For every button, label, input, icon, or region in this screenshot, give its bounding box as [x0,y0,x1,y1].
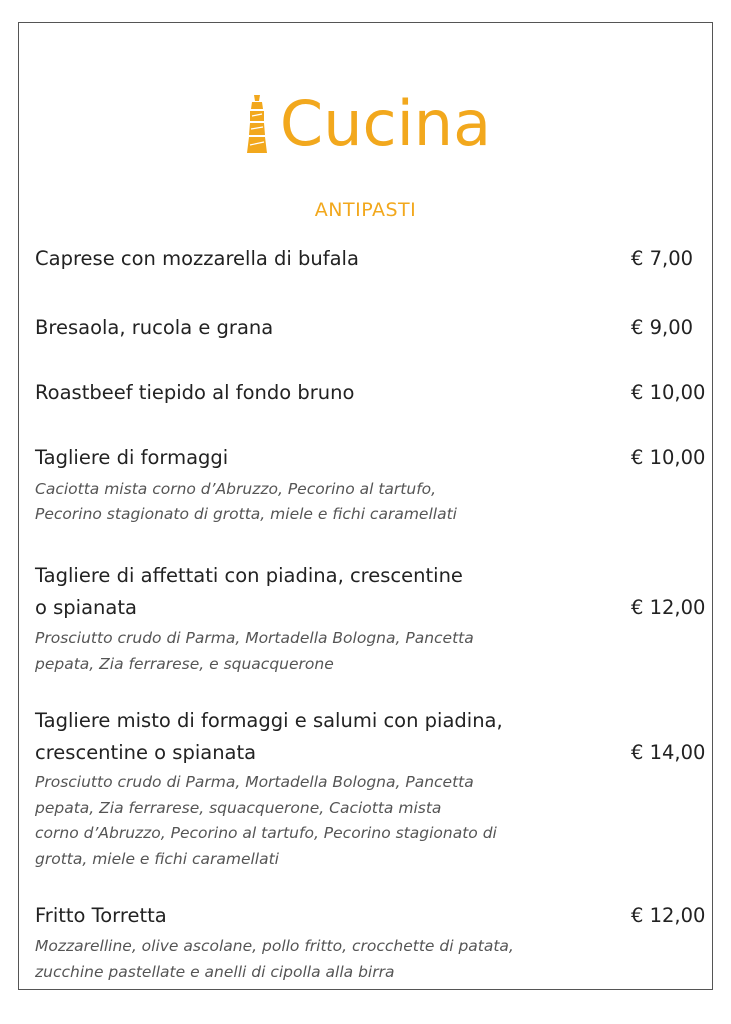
item-name: Caprese con mozzarella di bufala [35,247,359,270]
item-name: Fritto Torretta [35,904,167,927]
item-price: € 10,00 [631,381,706,404]
item-name: Tagliere di formaggi [35,446,229,469]
item-description: Prosciutto crudo di Parma, Mortadella Bologna, Pancetta [35,629,474,647]
item-name: crescentine o spianata [35,741,257,764]
item-description: Mozzarelline, olive ascolane, pollo fritto, crocchette di patata, [35,937,514,955]
menu-card [18,22,713,990]
item-price: € 10,00 [631,446,706,469]
item-price: € 12,00 [631,904,706,927]
item-description: pepata, Zia ferrarese, squacquerone, Caciotta mista [35,799,442,817]
tower-icon [240,93,274,155]
item-description: Pecorino stagionato di grotta, miele e fichi caramellati [35,505,457,523]
item-price: € 7,00 [631,247,694,270]
logo [19,87,712,183]
item-description: pepata, Zia ferrarese, e squacquerone [35,655,334,673]
item-description: Caciotta mista corno d’Abruzzo, Pecorino al tartufo, [35,480,437,498]
item-description: corno d’Abruzzo, Pecorino al tartufo, Pecorino stagionato di [35,824,497,842]
item-name: Roastbeef tiepido al fondo bruno [35,381,355,404]
item-name: Tagliere misto di formaggi e salumi con piadina, [35,709,503,732]
item-name: Bresaola, rucola e grana [35,316,274,339]
item-description: Prosciutto crudo di Parma, Mortadella Bologna, Pancetta [35,773,474,791]
item-name: o spianata [35,596,137,619]
brand-name: Cucina [279,87,492,160]
item-price: € 14,00 [631,741,706,764]
item-description: grotta, miele e fichi caramellati [35,850,279,868]
item-name: Tagliere di affettati con piadina, crescentine [35,564,463,587]
section-title: ANTIPASTI [314,199,417,221]
item-description: zucchine pastellate e anelli di cipolla alla birra [35,963,395,981]
item-price: € 9,00 [631,316,694,339]
item-price: € 12,00 [631,596,706,619]
